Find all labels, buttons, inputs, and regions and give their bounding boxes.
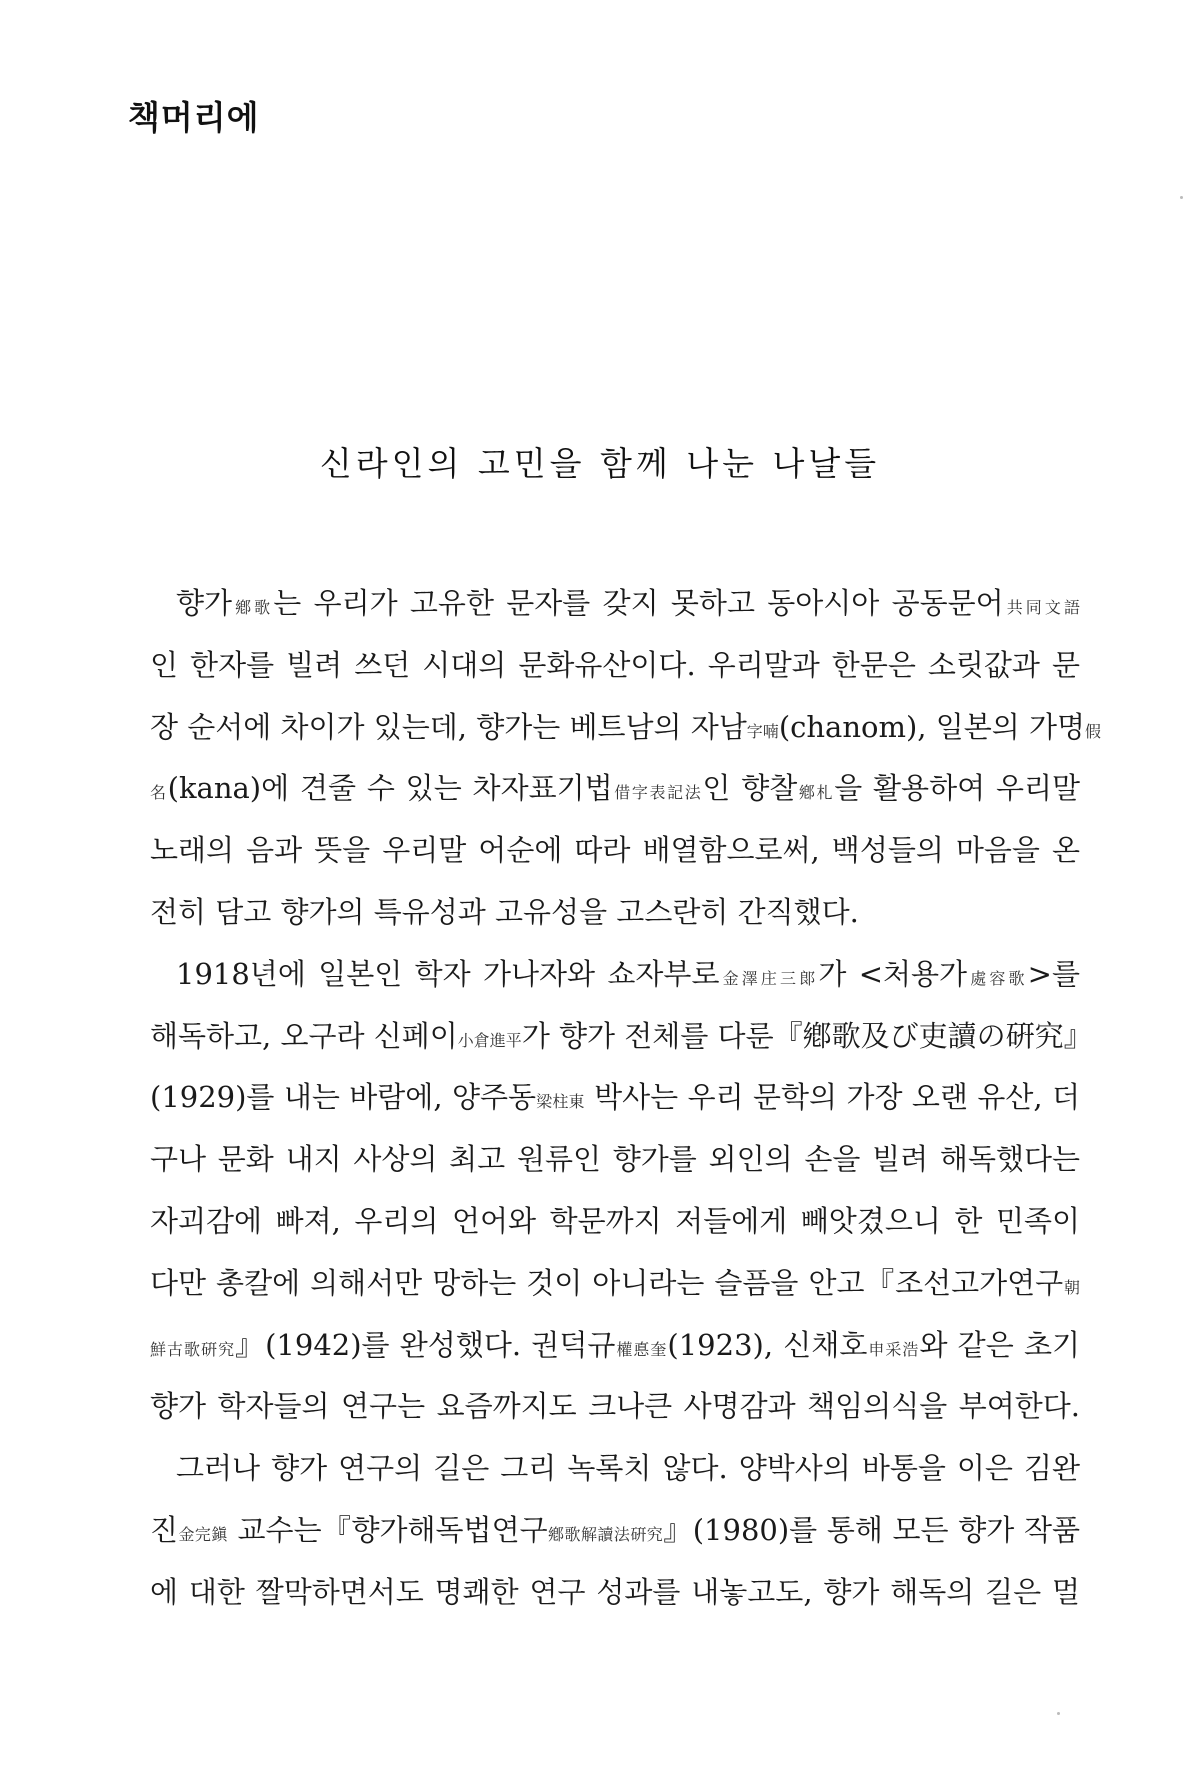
text-run: 교수는『향가해독법연구 bbox=[227, 1512, 548, 1547]
text-line bbox=[150, 1191, 1080, 1253]
hanja-gloss: 名 bbox=[150, 783, 168, 803]
hanja-gloss: 金完鎭 bbox=[178, 1524, 228, 1544]
hanja-gloss: 朝 bbox=[1063, 1277, 1080, 1297]
text-run: 』(1980)를 통해 모든 향가 작품 bbox=[663, 1512, 1080, 1547]
text-run: 인 한자를 빌려 쓰던 시대의 문화유산이다. 우리말과 한문은 소릿값과 문 bbox=[150, 647, 1080, 682]
text-run: 노래의 음과 뜻을 우리말 어순에 따라 배열함으로써, 백성들의 마음을 온 bbox=[150, 833, 1080, 868]
text-run: 인 향찰 bbox=[702, 771, 798, 806]
text-line bbox=[150, 820, 1080, 882]
text-run: 구나 문화 내지 사상의 최고 원류인 향가를 외인의 손을 빌려 해독했다는 bbox=[150, 1142, 1080, 1177]
text-run: 해독하고, 오구라 신페이 bbox=[150, 1018, 458, 1053]
text-run: (1923), 신채호 bbox=[667, 1327, 868, 1362]
body-text bbox=[150, 573, 1102, 1624]
text-run: (chanom), 일본의 가명 bbox=[778, 709, 1086, 744]
hanja-gloss: 字喃 bbox=[746, 721, 779, 741]
text-line bbox=[150, 1500, 1080, 1562]
text-run: 향가 학자들의 연구는 요즘까지도 크나큰 사명감과 책임의식을 부여한다. bbox=[150, 1389, 1080, 1424]
hanja-gloss: 鄕歌解讀法硏究 bbox=[547, 1524, 664, 1544]
text-line bbox=[150, 882, 1080, 944]
text-run: (1929)를 내는 바람에, 양주동 bbox=[150, 1080, 536, 1115]
text-run: 그러나 향가 연구의 길은 그리 녹록치 않다. 양박사의 바통을 이은 김완 bbox=[176, 1451, 1080, 1486]
text-line bbox=[150, 1315, 1080, 1377]
text-run: 』(1942)를 완성했다. 권덕규 bbox=[235, 1327, 616, 1362]
hanja-gloss: 梁柱東 bbox=[535, 1092, 585, 1112]
text-run: 가 <처용가 bbox=[818, 956, 968, 991]
text-line bbox=[150, 758, 1080, 820]
text-run: 다만 총칼에 의해서만 망하는 것이 아니라는 슬픔을 안고『조선고가연구 bbox=[150, 1265, 1064, 1300]
text-line bbox=[150, 944, 1080, 1006]
section-label: 책머리에 bbox=[128, 98, 260, 137]
hanja-gloss: 假 bbox=[1085, 721, 1102, 741]
text-run: 향가 bbox=[176, 586, 233, 620]
text-run: 가 향가 전체를 다룬『鄕歌及び吏讀の硏究』 bbox=[521, 1018, 1093, 1053]
text-run: 전히 담고 향가의 특유성과 고유성을 고스란히 간직했다. bbox=[150, 894, 859, 929]
text-run: 자괴감에 빠져, 우리의 언어와 학문까지 저들에게 빼앗겼으니 한 민족이 bbox=[150, 1203, 1080, 1238]
hanja-gloss: 金澤庄三郞 bbox=[719, 968, 819, 988]
hanja-gloss: 鄕札 bbox=[797, 783, 835, 803]
hanja-gloss: 鮮古歌硏究 bbox=[150, 1339, 236, 1359]
text-line bbox=[150, 1562, 1080, 1624]
text-run: (kana)에 견줄 수 있는 차자표기법 bbox=[167, 771, 613, 806]
hanja-gloss: 共同文語 bbox=[1003, 598, 1080, 617]
text-line bbox=[150, 697, 1102, 759]
hanja-gloss: 小倉進平 bbox=[457, 1030, 522, 1050]
text-run: 1918년에 일본인 학자 가나자와 쇼자부로 bbox=[176, 956, 720, 991]
text-run: 박사는 우리 문학의 가장 오랜 유산, 더 bbox=[584, 1080, 1080, 1115]
hanja-gloss: 借字表記法 bbox=[612, 783, 703, 803]
text-line bbox=[150, 635, 1080, 697]
text-line bbox=[150, 1253, 1080, 1315]
text-line bbox=[150, 1376, 1080, 1438]
hanja-gloss: 處容歌 bbox=[967, 968, 1028, 988]
chapter-title: 신라인의 고민을 함께 나눈 나날들 bbox=[319, 444, 881, 483]
text-run: 을 활용하여 우리말 bbox=[834, 771, 1080, 806]
text-line bbox=[150, 1006, 1093, 1068]
hanja-gloss: 鄕歌 bbox=[232, 598, 274, 617]
text-run: 진 bbox=[150, 1512, 179, 1547]
text-line bbox=[150, 1438, 1080, 1500]
text-run: 장 순서에 차이가 있는데, 향가는 베트남의 자남 bbox=[150, 709, 747, 744]
hanja-gloss: 申采浩 bbox=[867, 1339, 920, 1359]
text-line bbox=[150, 573, 1080, 635]
text-run: 는 우리가 고유한 문자를 갖지 못하고 동아시아 공동문어 bbox=[273, 586, 1004, 620]
text-line bbox=[150, 1129, 1080, 1191]
scan-speck bbox=[1057, 1712, 1060, 1715]
text-line bbox=[150, 1067, 1080, 1129]
hanja-gloss: 權悳奎 bbox=[615, 1339, 668, 1359]
text-run: 에 대한 짤막하면서도 명쾌한 연구 성과를 내놓고도, 향가 해독의 길은 멀 bbox=[150, 1574, 1080, 1609]
text-run: 와 같은 초기 bbox=[919, 1327, 1080, 1362]
scan-speck bbox=[1180, 196, 1183, 199]
text-run: >를 bbox=[1027, 956, 1080, 991]
